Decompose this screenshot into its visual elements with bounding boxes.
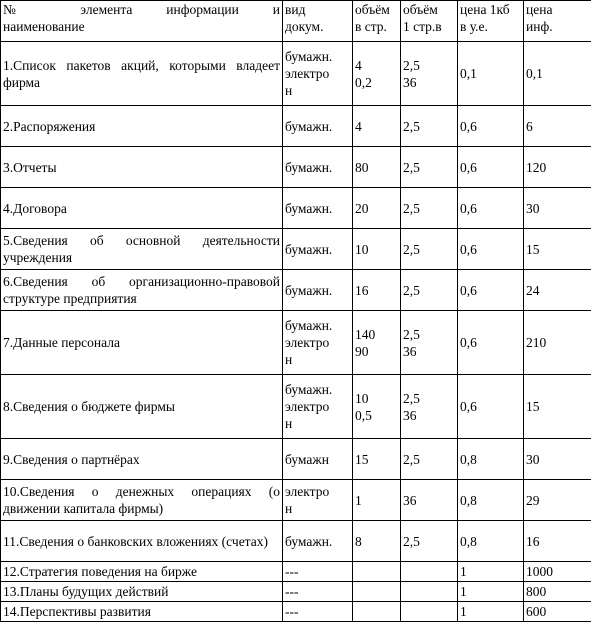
row-volume-per-page: 2,5 <box>401 106 458 147</box>
row-price-per-kb: 1 <box>458 602 524 622</box>
row-info-price: 600 <box>524 602 591 622</box>
row-volume-pages: 1 <box>353 480 401 521</box>
row-name: 10.Сведения о денежных операциях (о движении капитала фирмы) <box>1 480 283 521</box>
row-info-price: 120 <box>524 147 591 188</box>
row-info-price: 24 <box>524 270 591 311</box>
row-price-per-kb: 0,6 <box>458 311 524 375</box>
row-info-price: 15 <box>524 229 591 270</box>
header-name: № элемента информации и наименование <box>1 1 283 42</box>
row-info-price: 0,1 <box>524 42 591 106</box>
table-row <box>1 188 591 229</box>
row-info-price: 29 <box>524 480 591 521</box>
row-volume-per-page: 2,5 36 <box>401 311 458 375</box>
row-price-per-kb: 1 <box>458 562 524 582</box>
table-row <box>1 439 591 480</box>
table-body <box>1 42 591 622</box>
row-info-price: 15 <box>524 375 591 439</box>
row-doc-type: бумажн. <box>283 147 353 188</box>
header-volume-pages: объём в стр. <box>353 1 401 42</box>
row-volume-per-page <box>401 602 458 622</box>
row-doc-type: бумажн. <box>283 270 353 311</box>
row-volume-pages <box>353 602 401 622</box>
row-volume-pages: 15 <box>353 439 401 480</box>
row-volume-pages: 10 <box>353 229 401 270</box>
row-volume-pages: 4 <box>353 106 401 147</box>
row-volume-pages: 10 0,5 <box>353 375 401 439</box>
row-volume-per-page: 2,5 <box>401 147 458 188</box>
header-price-per-kb: цена 1кб в у.е. <box>458 1 524 42</box>
table-row <box>1 521 591 562</box>
row-doc-type: бумажн. <box>283 106 353 147</box>
header-volume-per-page: объём 1 стр.в <box>401 1 458 42</box>
row-price-per-kb: 0,6 <box>458 375 524 439</box>
row-price-per-kb: 0,6 <box>458 270 524 311</box>
row-name: 2.Распоряжения <box>1 106 283 147</box>
row-doc-type: бумажн. электро н <box>283 311 353 375</box>
row-name: 13.Планы будущих действий <box>1 582 283 602</box>
row-volume-per-page: 2,5 <box>401 229 458 270</box>
table-row <box>1 562 591 582</box>
row-volume-pages: 8 <box>353 521 401 562</box>
row-doc-type: бумажн. <box>283 229 353 270</box>
row-info-price: 6 <box>524 106 591 147</box>
row-volume-per-page: 2,5 <box>401 439 458 480</box>
row-info-price: 30 <box>524 188 591 229</box>
row-volume-per-page: 2,5 <box>401 188 458 229</box>
header-doc-type: вид докум. <box>283 1 353 42</box>
row-name: 9.Сведения о партнёрах <box>1 439 283 480</box>
table-row <box>1 270 591 311</box>
row-name: 5.Сведения об основной деятельности учреждения <box>1 229 283 270</box>
row-info-price: 30 <box>524 439 591 480</box>
row-info-price: 16 <box>524 521 591 562</box>
row-price-per-kb: 0,6 <box>458 188 524 229</box>
row-info-price: 800 <box>524 582 591 602</box>
row-price-per-kb: 0,1 <box>458 42 524 106</box>
row-doc-type: бумажн. <box>283 521 353 562</box>
row-volume-pages: 140 90 <box>353 311 401 375</box>
row-volume-per-page <box>401 562 458 582</box>
row-doc-type: бумажн <box>283 439 353 480</box>
row-price-per-kb: 0,6 <box>458 229 524 270</box>
header-info-price: цена инф. <box>524 1 591 42</box>
table-row <box>1 106 591 147</box>
row-price-per-kb: 0,8 <box>458 521 524 562</box>
row-doc-type: --- <box>283 582 353 602</box>
table-row <box>1 480 591 521</box>
header-row <box>1 1 591 42</box>
row-doc-type: бумажн. электро н <box>283 42 353 106</box>
row-volume-per-page: 2,5 <box>401 521 458 562</box>
row-price-per-kb: 0,6 <box>458 106 524 147</box>
row-volume-per-page: 2,5 36 <box>401 42 458 106</box>
row-info-price: 210 <box>524 311 591 375</box>
row-price-per-kb: 0,8 <box>458 480 524 521</box>
row-volume-per-page: 2,5 36 <box>401 375 458 439</box>
row-volume-pages: 4 0,2 <box>353 42 401 106</box>
row-name: 11.Сведения о банковских вложениях (счетах) <box>1 521 283 562</box>
row-volume-pages: 80 <box>353 147 401 188</box>
row-doc-type: бумажн. <box>283 188 353 229</box>
row-name: 14.Перспективы развития <box>1 602 283 622</box>
row-price-per-kb: 1 <box>458 582 524 602</box>
table-row <box>1 602 591 622</box>
row-volume-per-page: 36 <box>401 480 458 521</box>
row-doc-type: --- <box>283 602 353 622</box>
table-row <box>1 311 591 375</box>
row-doc-type: бумажн. электро н <box>283 375 353 439</box>
row-name: 3.Отчеты <box>1 147 283 188</box>
row-name: 4.Договора <box>1 188 283 229</box>
row-info-price: 1000 <box>524 562 591 582</box>
row-volume-pages <box>353 562 401 582</box>
table-row <box>1 229 591 270</box>
table-row <box>1 42 591 106</box>
row-volume-pages: 20 <box>353 188 401 229</box>
row-name: 8.Сведения о бюджете фирмы <box>1 375 283 439</box>
row-name: 12.Стратегия поведения на бирже <box>1 562 283 582</box>
row-volume-pages: 16 <box>353 270 401 311</box>
table-row <box>1 582 591 602</box>
row-name: 7.Данные персонала <box>1 311 283 375</box>
row-volume-per-page <box>401 582 458 602</box>
row-name: 1.Список пакетов акций, которыми владеет фирма <box>1 42 283 106</box>
row-volume-per-page: 2,5 <box>401 270 458 311</box>
row-price-per-kb: 0,8 <box>458 439 524 480</box>
row-volume-pages <box>353 582 401 602</box>
table-row <box>1 375 591 439</box>
row-price-per-kb: 0,6 <box>458 147 524 188</box>
row-doc-type: электро н <box>283 480 353 521</box>
row-doc-type: --- <box>283 562 353 582</box>
table-row <box>1 147 591 188</box>
row-name: 6.Сведения об организационно-правовой структуре предприятия <box>1 270 283 311</box>
